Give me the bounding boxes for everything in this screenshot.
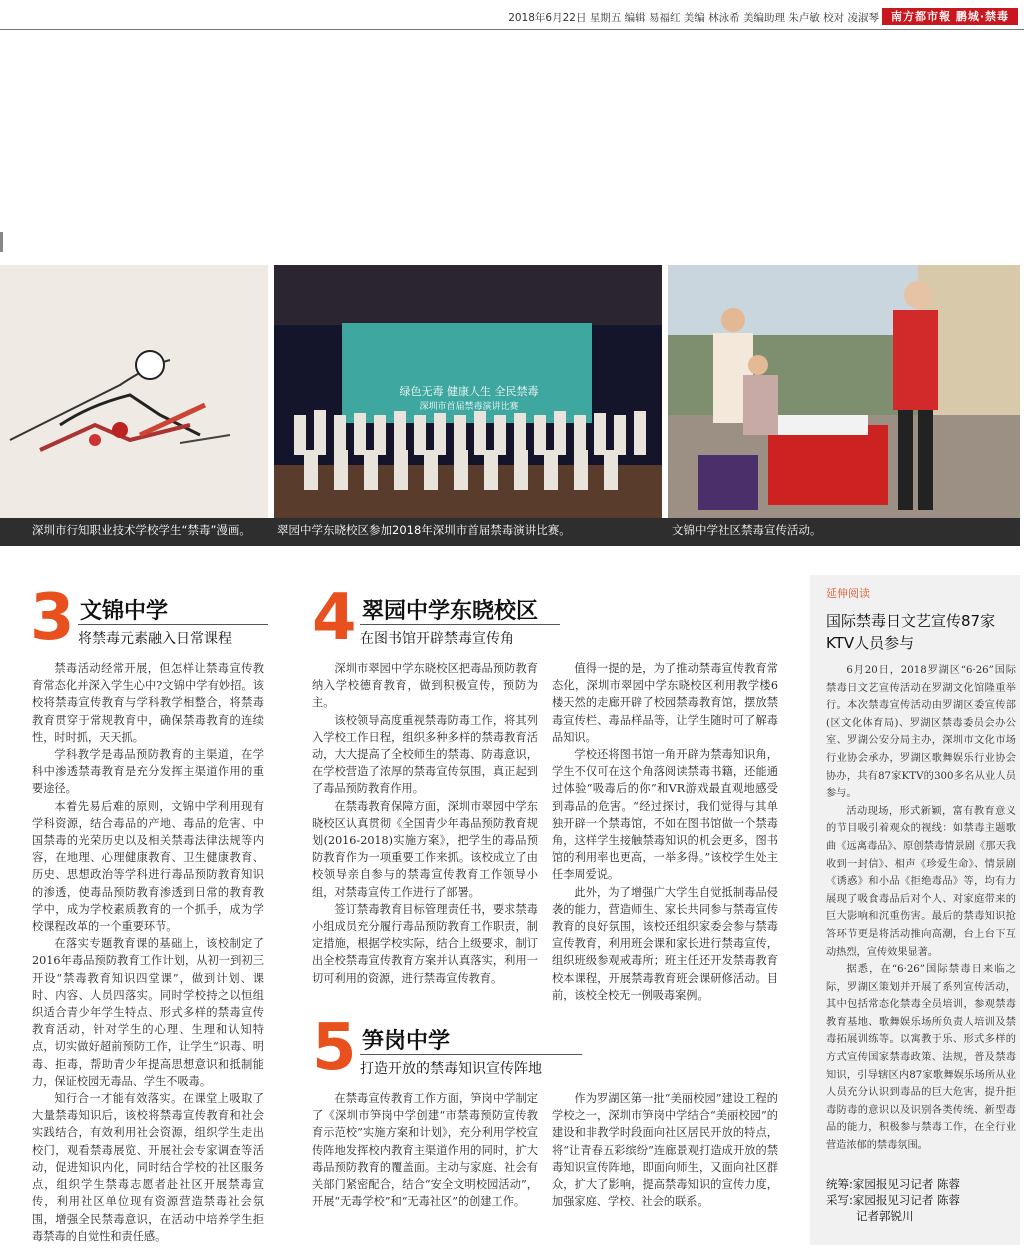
section-number-3: 3 (30, 581, 75, 655)
section-subtitle-3: 将禁毒元素融入日常课程 (78, 624, 268, 648)
paragraph: 在禁毒教育保障方面，深圳市翠园中学东晓校区认真贯彻《全国青少年毒品预防教育规划(2016-2018)实施方案》，把学生的毒品预防教育作为一项重要工作来抓。该校成立了由校领导亲自参与的禁毒宣传教育工作领导小组，对禁毒宣传工作进行了部署。 (312, 799, 538, 899)
section-4-body-a (312, 660, 538, 987)
section-title-3: 文锦中学 (80, 599, 169, 624)
stage-group-photo (274, 265, 662, 520)
section-3-body (32, 660, 264, 1245)
section-subtitle-5: 打造开放的禁毒知识宣传阵地 (360, 1054, 582, 1078)
sidebar-body (826, 662, 1016, 1155)
stage-banner: 绿色无毒 健康人生 全民禁毒 (399, 385, 539, 398)
paragraph: 在落实专题教育课的基础上，该校制定了2016年毒品预防教育工作计划，从初一到初三开设“禁毒教育知识四堂课”，做到计划、课时、内容、人员四落实。同时学校持之以恒组织适合青少年学生特点、形式多样的禁毒宣传教育活动，针对学生的心理、生理和认知特点，切实做好超前预防工作，让学生“识毒、明毒、拒毒，帮助青少年提高思想意识和抵制能力，保证校园无毒品、学生不吸毒。 (32, 937, 264, 1088)
paragraph: 本着先易后难的原则，文锦中学利用现有学科资源，结合毒品的产地、毒品的危害、中国禁毒的光荣历史以及相关禁毒法律法规等内容，在地理、心理健康教育、卫生健康教育、历史、思想政治等学科进行毒品预防教育知识的渗透，使毒品预防教育渗透到日常的教育教学中，成为学校素质教育的一个抓手，成为学校课程改革的一个重要环节。 (32, 799, 264, 934)
header-info: 2018年6月22日 星期五 编辑 易福红 美编 林泳希 美编助理 朱卢敏 校对 凌淑琴 (508, 12, 879, 24)
paragraph: 据悉，在“6·26”国际禁毒日来临之际，罗湖区策划并开展了系列宣传活动，其中包括常态化禁毒全员培训，参观禁毒教育基地、歌舞娱乐场所负责人培训及禁毒拓展训练等。以寓教于乐、形式多样的方式宣传国家禁毒政策、法规，普及禁毒知识，引导辖区内87家歌舞娱乐场所从业人员充分认识到毒品的巨大危害，提升拒毒防毒的意识以及识别各类传统、新型毒品的能力，积极参与禁毒工作，在全行业营造浓郁的禁毒氛围。 (826, 964, 1016, 1152)
paragraph: 禁毒活动经常开展，但怎样让禁毒宣传教育常态化并深入学生心中?文锦中学有妙招。该校将禁毒宣传教育与学科教学相整合，将禁毒教育贯穿于常规教育中，确保禁毒教育的连续性，时时抓，天天抓。 (32, 662, 264, 744)
paragraph: 在禁毒宣传教育工作方面，笋岗中学制定了《深圳市笋岗中学创建“市禁毒预防宣传教育示范校”实施方案和计划》，充分利用学校宣传阵地发挥校内教育主渠道作用的同时，扩大毒品预防教育的覆盖面。主动与家庭、社会有关部门紧密配合，结合“安全文明校园活动”，开展“无毒学校”和“无毒社区”的创建工作。 (312, 1092, 538, 1209)
photo-caption-1: 深圳市行知职业技术学校学生“禁毒”漫画。 (32, 523, 251, 537)
paragraph: 深圳市翠园中学东晓校区把毒品预防教育纳入学校德育教育，做到积极宣传，预防为主。 (312, 662, 538, 710)
sidebar-label: 延伸阅读 (826, 587, 870, 600)
section-subtitle-4: 在图书馆开辟禁毒宣传角 (360, 624, 560, 648)
section-4-body-b (552, 660, 778, 1004)
section-title-5: 笋岗中学 (362, 1029, 451, 1054)
section-number-4: 4 (312, 581, 357, 655)
paragraph: 此外，为了增强广大学生自觉抵制毒品侵袭的能力，营造师生、家长共同参与禁毒宣传教育的良好氛围，该校还组织家委会参与禁毒宣传教育，利用班会课和家长进行禁毒宣传，组织班级参观戒毒所；班主任还开发禁毒教育校本课程，开展禁毒教育班会课研修活动。目前，该校全校无一例吸毒案例。 (552, 885, 778, 1002)
page-header (0, 0, 1024, 30)
paragraph: 值得一提的是，为了推动禁毒宣传教育常态化，深圳市翠园中学东晓校区利用教学楼6楼天然的走廊开辟了校园禁毒教育馆，摆放禁毒宣传栏、毒品样品等，让学生随时可了解毒品知识。 (552, 662, 778, 744)
drawing-photo (0, 265, 268, 520)
stage-banner-sub: 深圳市首届禁毒演讲比赛 (419, 402, 519, 412)
credit-writer: 采写:家园报见习记者 陈蓉 (826, 1193, 961, 1207)
paragraph: 签订禁毒教育目标管理责任书，要求禁毒小组成员充分履行毒品预防教育工作职责，制定措施，根据学校实际，结合上级要求，制订出全校禁毒宣传教育方案并认真落实，利用一切可利用的资源，进行禁毒宣传教育。 (312, 902, 538, 985)
paragraph: 学校还将图书馆一角开辟为禁毒知识角，学生不仅可在这个角落阅读禁毒书籍，还能通过体验“吸毒后的你”和VR游戏最直观地感受到毒品的危害。“经过探讨，我们觉得与其单独开辟一个禁毒馆，不如在图书馆做一个禁毒角，这样学生接触禁毒知识的机会更多，图书馆的利用率也更高，一举多得。”该校学生处主任李周爱说。 (552, 748, 778, 882)
section-number-5: 5 (312, 1011, 357, 1085)
paragraph: 该校领导高度重视禁毒防毒工作，将其列入学校工作日程，组织多种多样的禁毒教育活动，大大提高了全校师生的禁毒、防毒意识，在学校营造了浓厚的禁毒宣传氛围，真正起到了毒品预防教育作用。 (312, 713, 538, 796)
sidebar-title: 国际禁毒日文艺宣传87家KTV人员参与 (826, 612, 996, 652)
newspaper-logo: 南方都市報 鹏城·禁毒 (882, 8, 1018, 25)
section-5-body-a (312, 1090, 538, 1210)
paragraph: 学科教学是毒品预防教育的主渠道，在学科中渗透禁毒教育是充分发挥主渠道作用的重要途径。 (32, 748, 264, 796)
credit-coordinator: 统筹:家园报见习记者 陈蓉 (826, 1177, 961, 1191)
paragraph: 知行合一才能有效落实。在课堂上吸取了大量禁毒知识后，该校将禁毒宣传教育和社会实践结合，有效利用社会资源，组织学生走出校门，观看禁毒展览、开展社会专家调查等活动，促进知识内化，同时结合学校的社区服务点，组织学生禁毒志愿者赴社区开展禁毒宣传，利用社区单位现有资源营造禁毒社会氛围，增强全民禁毒意识，在活动中培养学生拒毒禁毒的自觉性和责任感。 (32, 1092, 264, 1243)
photo-caption-2: 翠园中学东晓校区参加2018年深圳市首届禁毒演讲比赛。 (277, 523, 571, 537)
photo-caption-3: 文锦中学社区禁毒宣传活动。 (672, 523, 822, 537)
section-5-body-b (552, 1090, 778, 1210)
paragraph: 6月20日，2018罗湖区“6·26”国际禁毒日文艺宣传活动在罗湖文化馆隆重举行。本次禁毒宣传活动由罗湖区委宣传部(区文化体育局)、罗湖区禁毒委员会办公室、罗湖公安分局主办，深圳市文化市场行业协会承办，罗湖区歌舞娱乐行业协会协办，共有87家KTV的300多名从业人员参与。 (826, 665, 1016, 800)
margin-mark (0, 232, 3, 252)
paragraph: 活动现场，形式新颖，富有教育意义的节目吸引着观众的视线：如禁毒主题歌曲《远离毒品》、原创禁毒情景剧《那天我收到一封信》、相声《珍爱生命》、情景剧《诱惑》和小品《拒绝毒品》等，均有力展现了吸食毒品后对个人、对家庭带来的巨大影响和沉重伤害。最后的禁毒知识抢答环节更是将活动推向高潮，台上台下互动热烈，宣传效果显著。 (826, 805, 1016, 958)
street-booth-photo (668, 265, 1020, 520)
paragraph: 作为罗湖区第一批“美丽校园”建设工程的学校之一，深圳市笋岗中学结合“美丽校园”的建设和非教学时段面向社区居民开放的特点，将“让青春五彩缤纷”连廊景观打造成开放的禁毒知识宣传阵地，即面向师生，又面向社区群众，扩大了影响，提高禁毒知识的宣传力度，加强家庭、学校、社会的联系。 (552, 1092, 778, 1209)
credit-reporter: 记者郭锐川 (856, 1209, 914, 1223)
section-title-4: 翠园中学东晓校区 (362, 599, 539, 624)
